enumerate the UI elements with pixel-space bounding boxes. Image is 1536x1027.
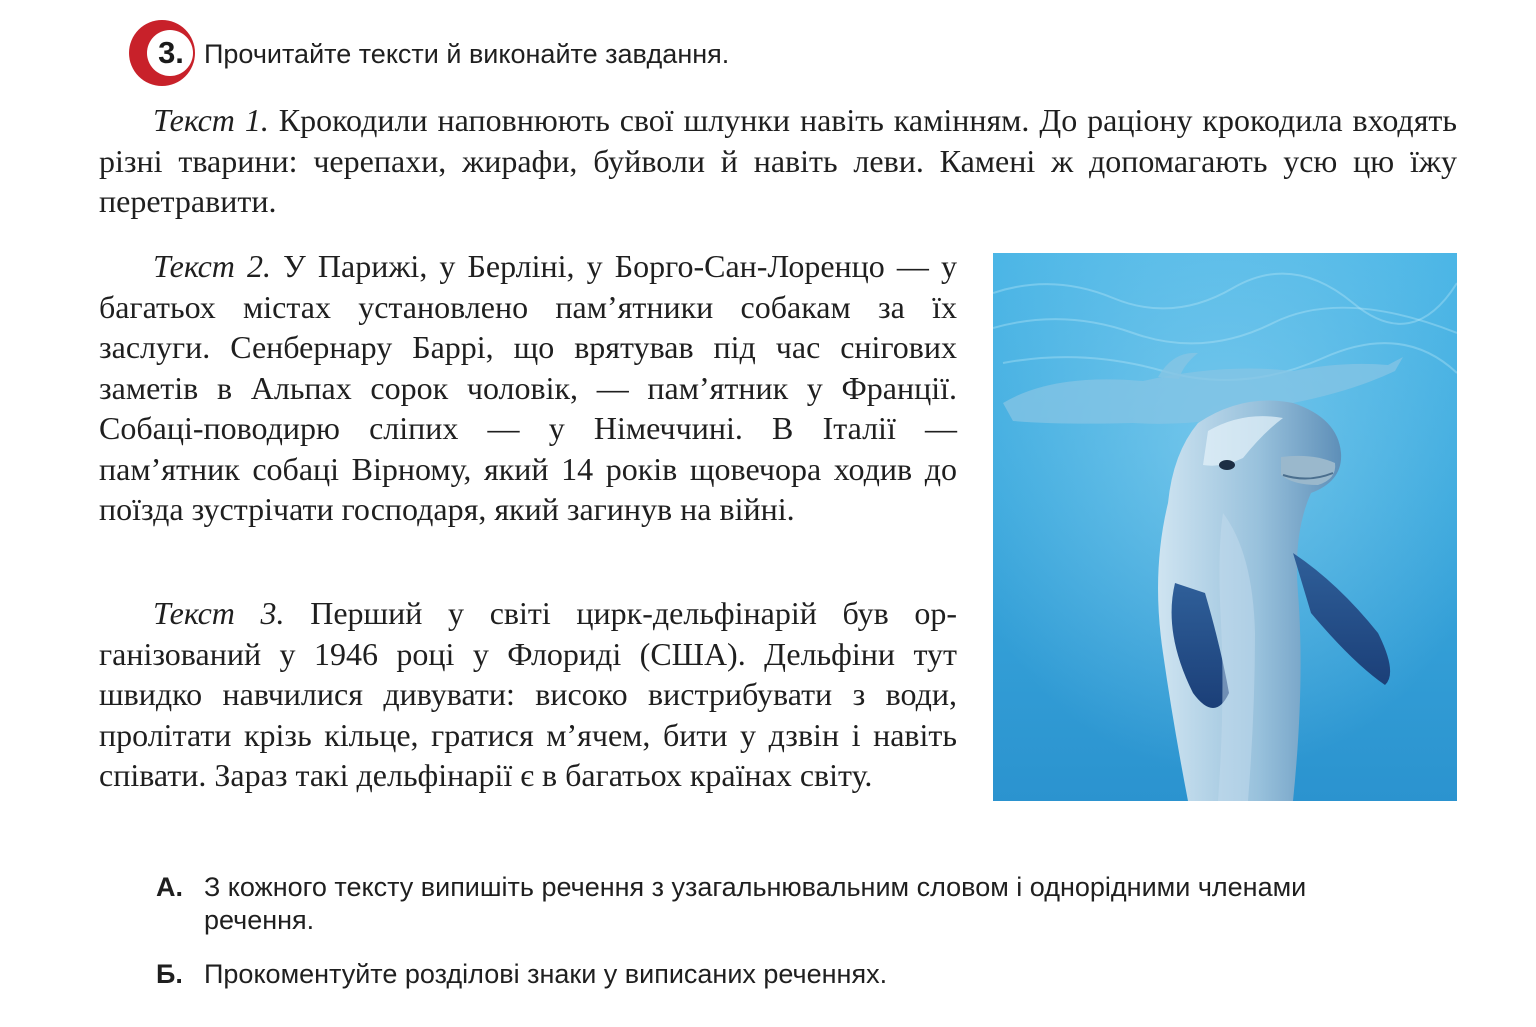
text-2-body: У Парижі, у Берліні, у Борго-Сан-Лоренцо — у багатьох містах установлено пам’ятники собакам за їх заслуги. Сенбернару Баррі, що врятував під час снігових заметів в Альпах сорок чоловік, — пам’ятник у Франції. Собаці-поводирю сліпих — у Німеччині. В Італії — пам’ятник собаці Вірному, який 14 років щовечора ходив до поїзда зустрічати господаря, який загинув на війні.: [99, 248, 958, 527]
text-2: [99, 246, 957, 530]
dolphin-illustration-icon: [993, 253, 1457, 801]
assignment-b-text: Прокоментуйте розділові знаки у виписаних реченнях.: [204, 959, 888, 989]
task-number: 3.: [158, 35, 184, 70]
text-1-label: Текст 1.: [153, 102, 269, 138]
text-2-label: Текст 2.: [153, 248, 272, 284]
text-3-label: Текст 3.: [153, 595, 285, 631]
dolphin-photo: [993, 253, 1457, 801]
task-number-badge: [124, 18, 196, 90]
assignment-a-text: З кожного тексту випишіть речення з узагальнювальним словом і однорідними членами речення.: [204, 872, 1307, 935]
text-3: [99, 593, 957, 796]
task-title: Прочитайте тексти й виконайте завдання.: [204, 38, 730, 69]
assignment-b-letter: Б.: [156, 959, 183, 989]
text-3-body: Перший у світі цирк-дельфінарій був організований у 1946 році у Флориді (США). Дельфіни тут швидко навчилися дивувати: високо вистрибувати з води, пролітати крізь кільце, гратися м’ячем, бити у дзвін і навіть співати. Зараз такі дельфінарії є в багатьох країнах світу.: [99, 595, 958, 793]
text-1: [99, 100, 1457, 222]
task-header: [124, 18, 729, 90]
text-1-body: Крокодили наповнюють свої шлунки навіть камінням. До раціону крокодила входять різні тварини: черепахи, жирафи, буйволи й навіть леви. Камені ж допомагають усю цю їжу перетравити.: [99, 102, 1458, 219]
assignment-b: [156, 958, 1376, 991]
assignment-a: [156, 871, 1376, 937]
assignment-a-letter: А.: [156, 872, 183, 902]
